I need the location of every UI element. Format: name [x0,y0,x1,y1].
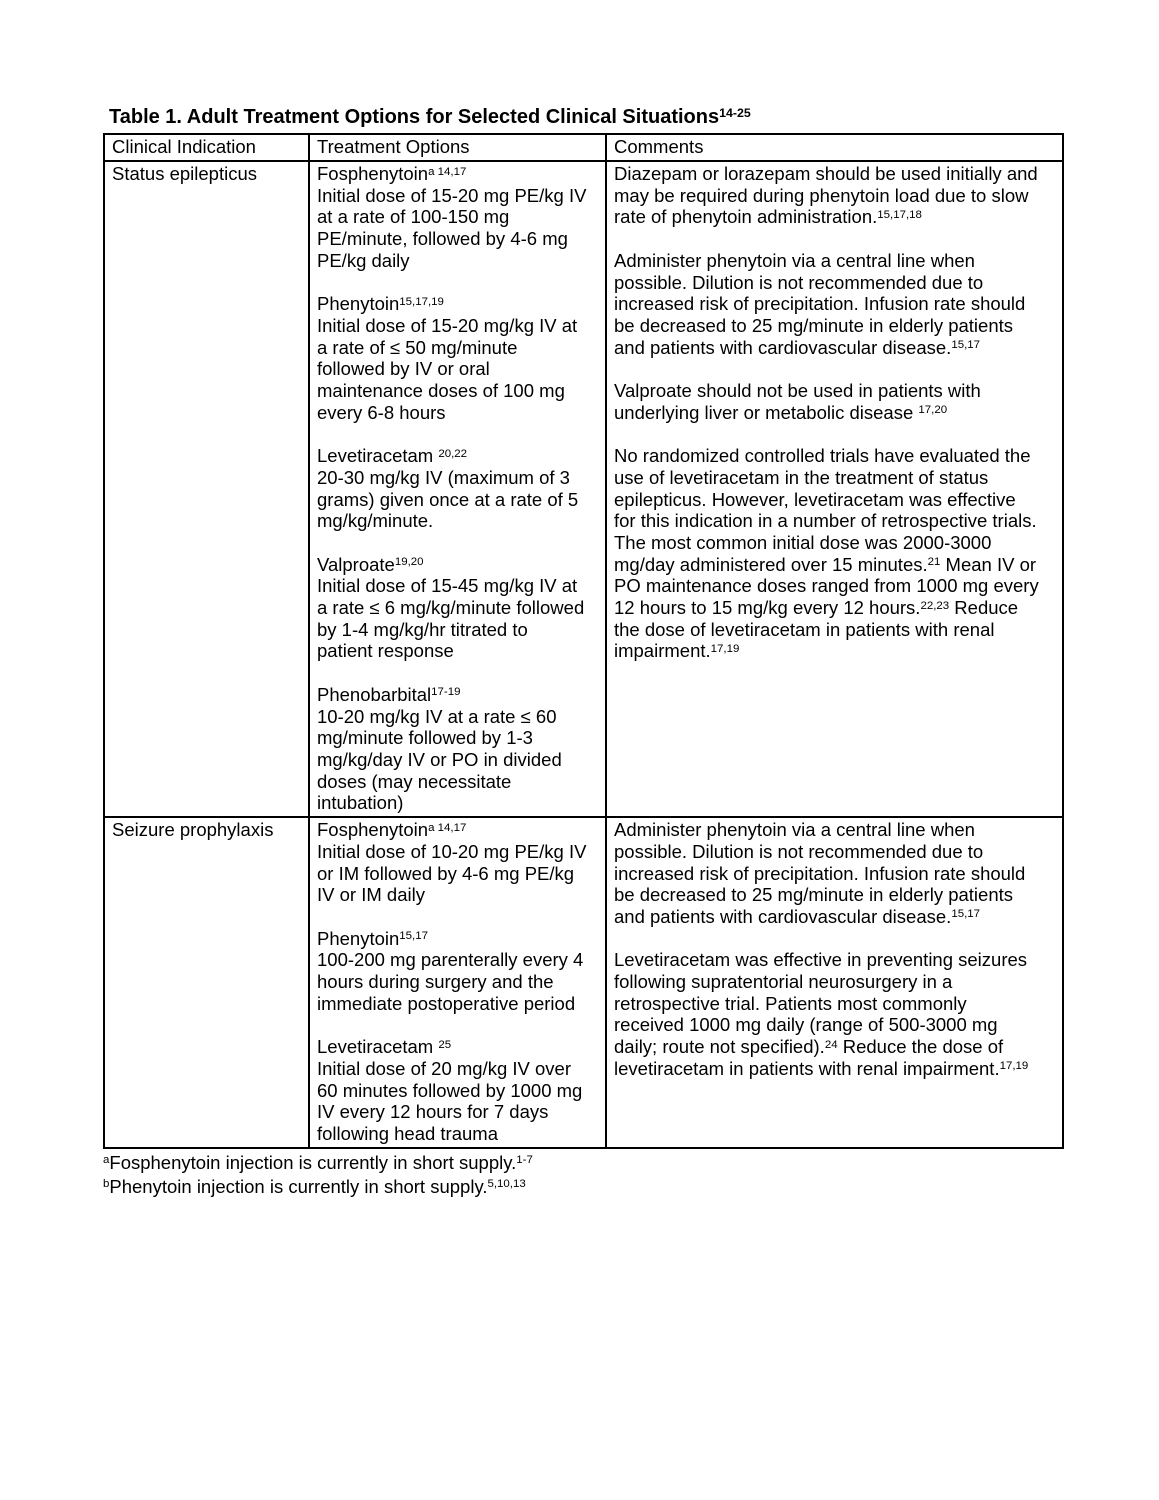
col-header-comments: Comments [606,134,1063,161]
treatment-options-cell: Fosphenytoin$^{a 14,17}$ Initial dose of 15-20 mg PE/kg IV at a rate of 100-150 mg PE/minute, followed by 4-6 mg PE/kg daily Phenytoin$^{15,17,19}$ Initial dose of 15-20 mg/kg IV at a rate of ≤ 50 mg/minute followed by IV or oral maintenance doses of 100 mg every 6-8 hours Levetiracetam $^{20,22}$ 20-30 mg/kg IV (maximum of 3 grams) given once at a rate of 5 mg/kg/minute. Valproate$^{19,20}$ Initial dose of 15-45 mg/kg IV at a rate ≤ 6 mg/kg/minute followed by 1-4 mg/kg/hr titrated to patient response Phenobarbital$^{17-19}$ 10-20 mg/kg IV at a rate ≤ 60 mg/minute followed by 1-3 mg/kg/day IV or PO in divided doses (may necessitate intubation) [309,161,606,817]
header-row [104,134,1063,161]
comments-cell: Administer phenytoin via a central line when possible. Dilution is not recommended due to increased risk of precipitation. Infusion rate should be decreased to 25 mg/minute in elderly patients and patients with cardiovascular disease.$^{15,17}$ Levetiracetam was effective in preventing seizures following supratentorial neurosurgery in a retrospective trial. Patients most commonly received 1000 mg daily (range of 500-3000 mg daily; route not specified).$^{24}$ Reduce the dose of levetiracetam in patients with renal impairment.$^{17,19}$ [606,817,1063,1148]
treatment-options-cell: Fosphenytoin$^{a 14,17}$ Initial dose of 10-20 mg PE/kg IV or IM followed by 4-6 mg PE/kg IV or IM daily Phenytoin$^{15,17}$ 100-200 mg parenterally every 4 hours during surgery and the immediate postoperative period Levetiracetam $^{25}$ Initial dose of 20 mg/kg IV over 60 minutes followed by 1000 mg IV every 12 hours for 7 days following head trauma [309,817,606,1148]
clinical-indication-cell: Status epilepticus [104,161,309,817]
table-title: Table 1. Adult Treatment Options for Selected Clinical Situations$^{14-25}$ [109,106,751,128]
col-header-clinical-indication: Clinical Indication [104,134,309,161]
table-row-seizure-prophylaxis [104,817,1063,1148]
col-header-treatment-options: Treatment Options [309,134,606,161]
footnote-fosphenytoin-shortage: $^a$Fosphenytoin injection is currently in short supply.$^{1-7}$ [103,1151,533,1173]
footnote-phenytoin-shortage: $^b$Phenytoin injection is currently in short supply.$^{5,10,13}$ [103,1175,526,1197]
clinical-indication-cell: Seizure prophylaxis [104,817,309,1148]
treatment-options-table [103,133,1064,1149]
table-row-status-epilepticus [104,161,1063,817]
footnotes [103,1151,1063,1199]
comments-cell: Diazepam or lorazepam should be used initially and may be required during phenytoin load due to slow rate of phenytoin administration.$^{15,17,18}$ Administer phenytoin via a central line when possible. Dilution is not recommended due to increased risk of precipitation. Infusion rate should be decreased to 25 mg/minute in elderly patients and patients with cardiovascular disease.$^{15,17}$ Valproate should not be used in patients with underlying liver or metabolic disease $^{17,20}$ No randomized controlled trials have evaluated the use of levetiracetam in the treatment of status epilepticus. However, levetiracetam was effective for this indication in a number of retrospective trials. The most common initial dose was 2000-3000 mg/day administered over 15 minutes.$^{21}$ Mean IV or PO maintenance doses ranged from 1000 mg every 12 hours to 15 mg/kg every 12 hours.$^{22,23}$ Reduce the dose of levetiracetam in patients with renal impairment.$^{17,19}$ [606,161,1063,817]
